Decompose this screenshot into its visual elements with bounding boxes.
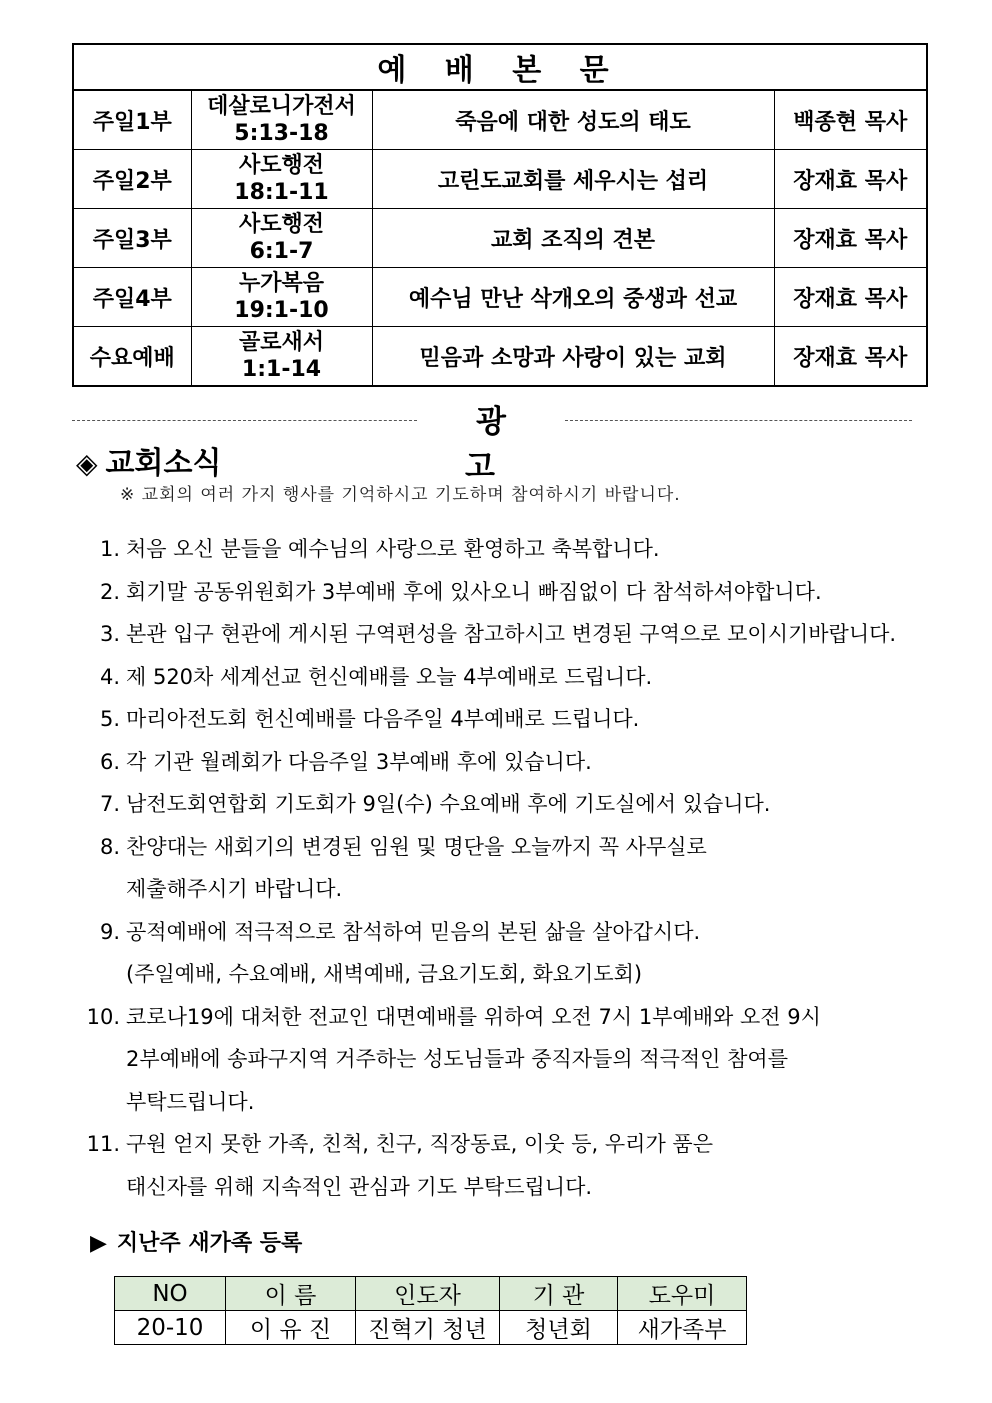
table-cell: 진혁기 청년 <box>356 1311 500 1345</box>
preacher-name: 장재효 목사 <box>774 209 927 268</box>
service-name: 수요예배 <box>73 327 191 387</box>
announcement-continuation <box>74 1038 934 1081</box>
worship-row <box>73 327 927 387</box>
announcement-text: 제 520차 세계선교 헌신예배를 오늘 4부예배로 드립니다. <box>126 664 653 689</box>
sermon-title: 예수님 만난 삭개오의 중생과 선교 <box>372 268 774 327</box>
announcement-number: 9. <box>99 919 120 944</box>
worship-scripture-table <box>72 43 928 387</box>
registration-title-label: 지난주 새가족 등록 <box>116 1231 303 1256</box>
scripture-reference <box>191 327 372 387</box>
table-cell: 새가족부 <box>618 1311 747 1345</box>
table-cell: 이 유 진 <box>226 1311 356 1345</box>
announcement-text: 구원 얻지 못한 가족, 친척, 친구, 직장동료, 이웃 등, 우리가 품은 <box>126 1132 713 1156</box>
scripture-verse: 1:1-14 <box>241 357 322 382</box>
service-name: 주일1부 <box>73 90 191 150</box>
service-name: 주일2부 <box>73 150 191 209</box>
announcement-text: 2부예배에 송파구지역 거주하는 성도님들과 중직자들의 적극적인 참여를 <box>126 1047 788 1071</box>
announcement-text: 태신자를 위해 지속적인 관심과 기도 부탁드립니다. <box>126 1174 593 1199</box>
announcement-item <box>74 783 934 826</box>
scripture-reference <box>191 209 372 268</box>
scripture-book: 데살로니가전서 <box>207 94 356 119</box>
new-family-registration-title <box>90 1226 302 1257</box>
worship-title: 예 배 본 문 <box>73 44 927 90</box>
church-news-note: ※ 교회의 여러 가지 행사를 기억하시고 기도하며 참여하시기 바랍니다. <box>120 485 681 505</box>
sermon-title: 교회 조직의 견본 <box>372 209 774 268</box>
announcement-list <box>74 528 934 1208</box>
preacher-name: 장재효 목사 <box>774 327 927 387</box>
preacher-name: 장재효 목사 <box>774 150 927 209</box>
worship-row <box>73 150 927 209</box>
column-header: 기 관 <box>500 1277 618 1311</box>
dashed-divider <box>72 420 417 421</box>
announcement-continuation <box>74 1166 934 1209</box>
announcement-number: 5. <box>99 707 120 731</box>
announcement-number: 1. <box>99 537 120 561</box>
announcement-item <box>74 656 934 699</box>
announcement-text: 마리아전도회 헌신예배를 다음주일 4부예배로 드립니다. <box>126 707 640 731</box>
sermon-title: 죽음에 대한 성도의 태도 <box>372 90 774 150</box>
announcement-continuation <box>74 1081 934 1124</box>
table-cell: 20-10 <box>115 1311 226 1345</box>
announcement-text: 공적예배에 적극적으로 참석하여 믿음의 본된 삶을 살아갑시다. <box>126 919 701 944</box>
table-cell: 청년회 <box>500 1311 618 1345</box>
column-header: 도우미 <box>618 1277 747 1311</box>
preacher-name: 백종현 목사 <box>774 90 927 150</box>
announcement-item <box>74 613 934 656</box>
announcement-number: 11. <box>86 1132 120 1156</box>
announcement-item <box>74 571 934 614</box>
announcement-text: 코로나19에 대처한 전교인 대면예배를 위하여 오전 7시 1부예배와 오전 9시 <box>126 1004 821 1029</box>
announcement-text: 남전도회연합회 기도회가 9일(수) 수요예배 후에 기도실에서 있습니다. <box>126 792 771 816</box>
scripture-reference <box>191 90 372 150</box>
worship-row <box>73 209 927 268</box>
scripture-reference <box>191 268 372 327</box>
announcement-number: 6. <box>99 749 120 774</box>
sermon-title: 믿음과 소망과 사랑이 있는 교회 <box>372 327 774 387</box>
church-news-title <box>76 438 221 482</box>
announcement-item <box>74 1123 934 1166</box>
table-header-row <box>115 1277 747 1311</box>
announcement-item <box>74 698 934 741</box>
sermon-title: 고린도교회를 세우시는 섭리 <box>372 150 774 209</box>
announcement-text: 부탁드립니다. <box>126 1089 255 1114</box>
scripture-book: 골로새서 <box>238 330 324 355</box>
announcement-text: 본관 입구 현관에 게시된 구역편성을 참고하시고 변경된 구역으로 모이시기바랍니다. <box>126 622 897 646</box>
new-family-table <box>114 1276 747 1345</box>
announcement-number: 3. <box>99 622 120 646</box>
announcement-item <box>74 826 934 869</box>
scripture-book: 사도행전 <box>238 212 324 237</box>
announcement-continuation <box>74 868 934 911</box>
announcement-item <box>74 911 934 954</box>
announcement-text: 각 기관 월례회가 다음주일 3부예배 후에 있습니다. <box>126 749 592 774</box>
announcement-number: 4. <box>99 664 120 689</box>
scripture-book: 사도행전 <box>238 153 324 178</box>
worship-row <box>73 268 927 327</box>
scripture-verse: 5:13-18 <box>234 121 329 146</box>
announcement-item <box>74 528 934 571</box>
announcement-number: 2. <box>99 579 120 604</box>
service-name: 주일3부 <box>73 209 191 268</box>
announcement-item <box>74 741 934 784</box>
column-header: NO <box>115 1277 226 1311</box>
scripture-verse: 18:1-11 <box>234 180 329 205</box>
announcement-text: (주일예배, 수요예배, 새벽예배, 금요기도회, 화요기도회) <box>126 962 643 986</box>
dashed-divider <box>565 420 912 421</box>
worship-row <box>73 90 927 150</box>
preacher-name: 장재효 목사 <box>774 268 927 327</box>
announcement-item <box>74 996 934 1039</box>
church-news-label: 교회소식 <box>105 446 222 481</box>
scripture-book: 누가복음 <box>238 271 324 296</box>
announcement-number: 7. <box>99 792 120 816</box>
announcement-text: 회기말 공동위원회가 3부예배 후에 있사오니 빠짐없이 다 참석하셔야합니다. <box>126 579 822 604</box>
scripture-verse: 19:1-10 <box>234 298 329 323</box>
column-header: 인도자 <box>356 1277 500 1311</box>
announcement-continuation <box>74 953 934 996</box>
service-name: 주일4부 <box>73 268 191 327</box>
announcements-title: 광 고 <box>465 404 528 485</box>
triangle-right-icon: ▶ <box>90 1231 107 1256</box>
scripture-verse: 6:1-7 <box>249 239 314 264</box>
table-row <box>115 1311 747 1345</box>
announcement-text: 제출해주시기 바랍니다. <box>126 877 343 901</box>
announcement-text: 찬양대는 새회기의 변경된 임원 및 명단을 오늘까지 꼭 사무실로 <box>126 834 707 859</box>
announcement-number: 8. <box>99 834 120 859</box>
announcement-text: 처음 오신 분들을 예수님의 사랑으로 환영하고 축복합니다. <box>126 537 660 561</box>
column-header: 이 름 <box>226 1277 356 1311</box>
scripture-reference <box>191 150 372 209</box>
diamond-icon: ◈ <box>76 447 98 480</box>
announcement-number: 10. <box>86 1004 120 1029</box>
